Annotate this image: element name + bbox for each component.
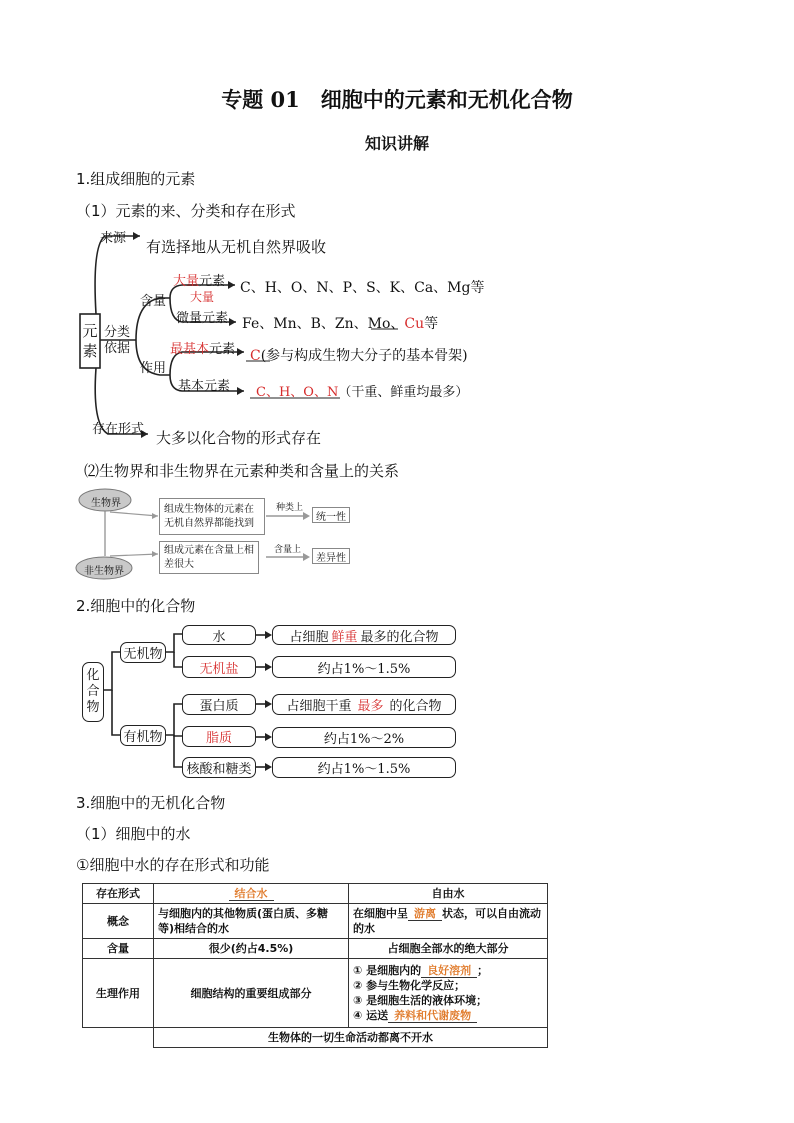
existence-label: 存在形式 (92, 422, 145, 437)
water-table (82, 883, 548, 1048)
macro-element-label: 大量元素 (173, 274, 226, 289)
compound-root: 化合物 (82, 662, 104, 722)
table-cell: 细胞结构的重要组成部分 (154, 959, 349, 1028)
element-center-label: 元素 (82, 322, 98, 360)
organic-node: 有机物 (120, 725, 166, 746)
table-cell: 在细胞中呈 游离 状态，可以自由流动的水 (349, 904, 548, 939)
lipid-desc: 约占1%～2% (272, 727, 456, 748)
table-cell: 含量 (83, 939, 154, 959)
source-text: 有选择地从无机自然界吸收 (146, 238, 327, 256)
micro-element-label: 微量元素 (176, 311, 229, 326)
table-row (83, 939, 548, 959)
content-label: 含量 (140, 294, 167, 309)
table-row (83, 904, 548, 939)
macro-element-list: C、H、O、N、P、S、K、Ca、Mg等 (240, 280, 485, 296)
table-cell: 与细胞内的其他物质(蛋白质、多糖等)相结合的水 (154, 904, 349, 939)
table-cell: ① 是细胞内的 良好溶剂 ； ② 参与生物化学反应； ③ 是细胞生活的液体环境； ④ 运送 养料和代谢废物 (349, 959, 548, 1028)
section-3-heading: 3.细胞中的无机化合物 (76, 794, 226, 812)
table-cell (83, 1028, 154, 1048)
table-cell: 很少(约占4.5%) (154, 939, 349, 959)
bio-arrow-1-label: 种类上 (276, 503, 304, 513)
classification-label: 分类依据 (104, 325, 131, 356)
table-cell: 生理作用 (83, 959, 154, 1028)
basic-element-value: C、H、O、N（干重、鲜重均最多） (256, 385, 469, 400)
bio-box-2: 组成元素在含量上相差很大 (159, 541, 259, 574)
most-basic-element-value: C(参与构成生物大分子的基本骨架) (250, 348, 468, 364)
protein-node: 蛋白质 (182, 694, 256, 715)
bio-arrow-2-label: 含量上 (274, 545, 302, 555)
section-3-sub1: （1）细胞中的水 (76, 825, 191, 843)
water-desc: 占细胞 鲜重 最多的化合物 (272, 625, 456, 645)
table-cell: 自由水 (349, 884, 548, 904)
protein-desc: 占细胞干重 最多 的化合物 (272, 694, 456, 715)
nucleic-desc: 约占1%～1.5% (272, 757, 456, 778)
table-cell: 结合水 (154, 884, 349, 904)
micro-element-list: Fe、Mn、B、Zn、Mo、Cu等 (242, 316, 439, 332)
most-basic-element-label: 最基本元素 (170, 342, 236, 357)
function-label: 作用 (140, 361, 167, 376)
inorganic-node: 无机物 (120, 642, 166, 663)
table-cell: 存在形式 (83, 884, 154, 904)
bio-box-1: 组成生物体的元素在无机自然界都能找到 (159, 498, 265, 535)
bio-result-1: 统一性 (312, 507, 350, 523)
page-title: 专题 01 细胞中的元素和无机化合物 (221, 87, 573, 112)
salt-desc: 约占1%～1.5% (272, 656, 456, 678)
lipid-node: 脂质 (182, 726, 256, 747)
section-1-sub2: ⑵生物界和非生物界在元素种类和含量上的关系 (84, 462, 400, 480)
section-2-heading: 2.细胞中的化合物 (76, 597, 196, 615)
bio-result-2: 差异性 (312, 548, 350, 564)
table-row (83, 884, 548, 904)
table-row (83, 1028, 548, 1048)
table-row (83, 959, 548, 1028)
table-cell: 占细胞全部水的绝大部分 (349, 939, 548, 959)
basic-element-label: 基本元素 (178, 379, 231, 394)
salt-node: 无机盐 (182, 656, 256, 678)
table-cell: 生物体的一切生命活动都离不开水 (154, 1028, 548, 1048)
table-cell: 概念 (83, 904, 154, 939)
existence-text: 大多以化合物的形式存在 (156, 429, 322, 447)
bio-world-label: 生物界 (91, 498, 121, 509)
page-subtitle: 知识讲解 (364, 134, 429, 153)
section-3-sub2: ①细胞中水的存在形式和功能 (76, 856, 270, 874)
section-1-heading: 1.组成细胞的元素 (76, 170, 196, 188)
nucleic-node: 核酸和糖类 (182, 757, 256, 778)
nonbio-world-label: 非生物界 (84, 566, 124, 577)
macro-note: 大量 (190, 290, 215, 304)
section-1-sub1: （1）元素的来、分类和存在形式 (76, 202, 296, 220)
water-node: 水 (182, 625, 256, 645)
source-label: 来源 (100, 231, 127, 246)
